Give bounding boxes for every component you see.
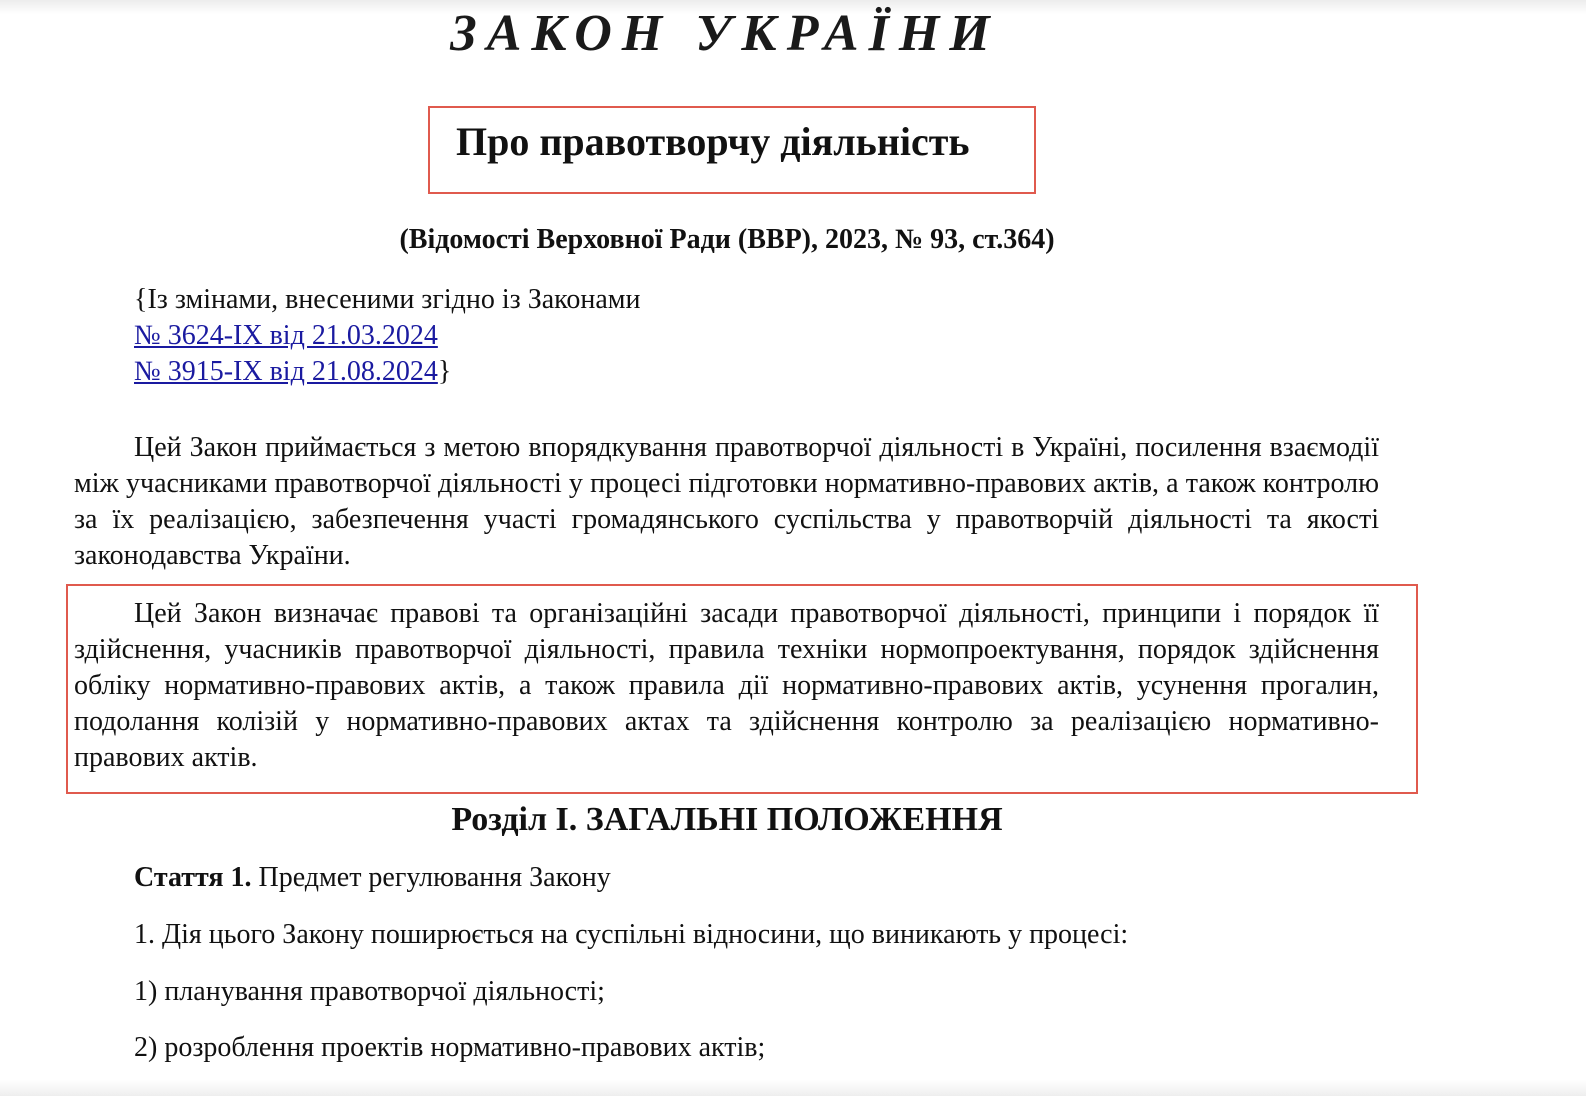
clause-1-item-2: 2) розроблення проектів нормативно-правових актів;	[134, 1032, 766, 1063]
amendment-link-3624[interactable]: № 3624-IX від 21.03.2024	[134, 320, 438, 351]
amendments-intro: {Із змінами, внесеними згідно із Законами	[134, 284, 641, 315]
gazette-reference: (Відомості Верховної Ради (ВВР), 2023, № 93, ст.364)	[399, 224, 1055, 255]
article-name: Предмет регулювання Закону	[258, 862, 611, 893]
preamble-paragraph-scope: Цей Закон визначає правові та організаційні засади правотворчої діяльності, принципи і порядок її здійснення, учасників правотворчої діяльності, правила техніки нормопроектування, порядок здійснення обліку нормативно-правових актів, а також правила дії нормативно-правових актів, усунення прогалин, подолання колізій у нормативно-правових актах та здійснення контролю за реалізацією нормативно-правових актів.	[74, 598, 1379, 773]
article-heading	[134, 860, 611, 896]
clause-1: 1. Дія цього Закону поширюється на суспільні відносини, що виникають у процесі:	[134, 919, 1129, 950]
amendment-line-1	[134, 318, 640, 354]
amendments-closing-brace: }	[437, 356, 452, 387]
law-title: Про правотворчу діяльність	[456, 119, 970, 164]
amendment-link-3915[interactable]: № 3915-IX від 21.08.2024	[134, 356, 438, 387]
article-number: Стаття 1.	[134, 862, 252, 893]
preamble-paragraph-purpose: Цей Закон приймається з метою впорядкування правотворчої діяльності в Україні, посилення взаємодії між учасниками правотворчої діяльності у процесі підготовки нормативно-правових актів, а також контролю за їх реалізацією, забезпечення участі громадянського суспільства у правотворчій діяльності та якості законодавства України.	[74, 432, 1379, 571]
clause-1-item-1: 1) планування правотворчої діяльності;	[134, 976, 605, 1007]
amendment-line-2	[134, 354, 640, 390]
law-heading: ЗАКОН УКРАЇНИ	[450, 5, 1000, 62]
section-title: Розділ I. ЗАГАЛЬНІ ПОЛОЖЕННЯ	[451, 801, 1003, 838]
amendments-note	[134, 282, 640, 390]
bottom-edge-shade	[0, 1080, 1586, 1096]
